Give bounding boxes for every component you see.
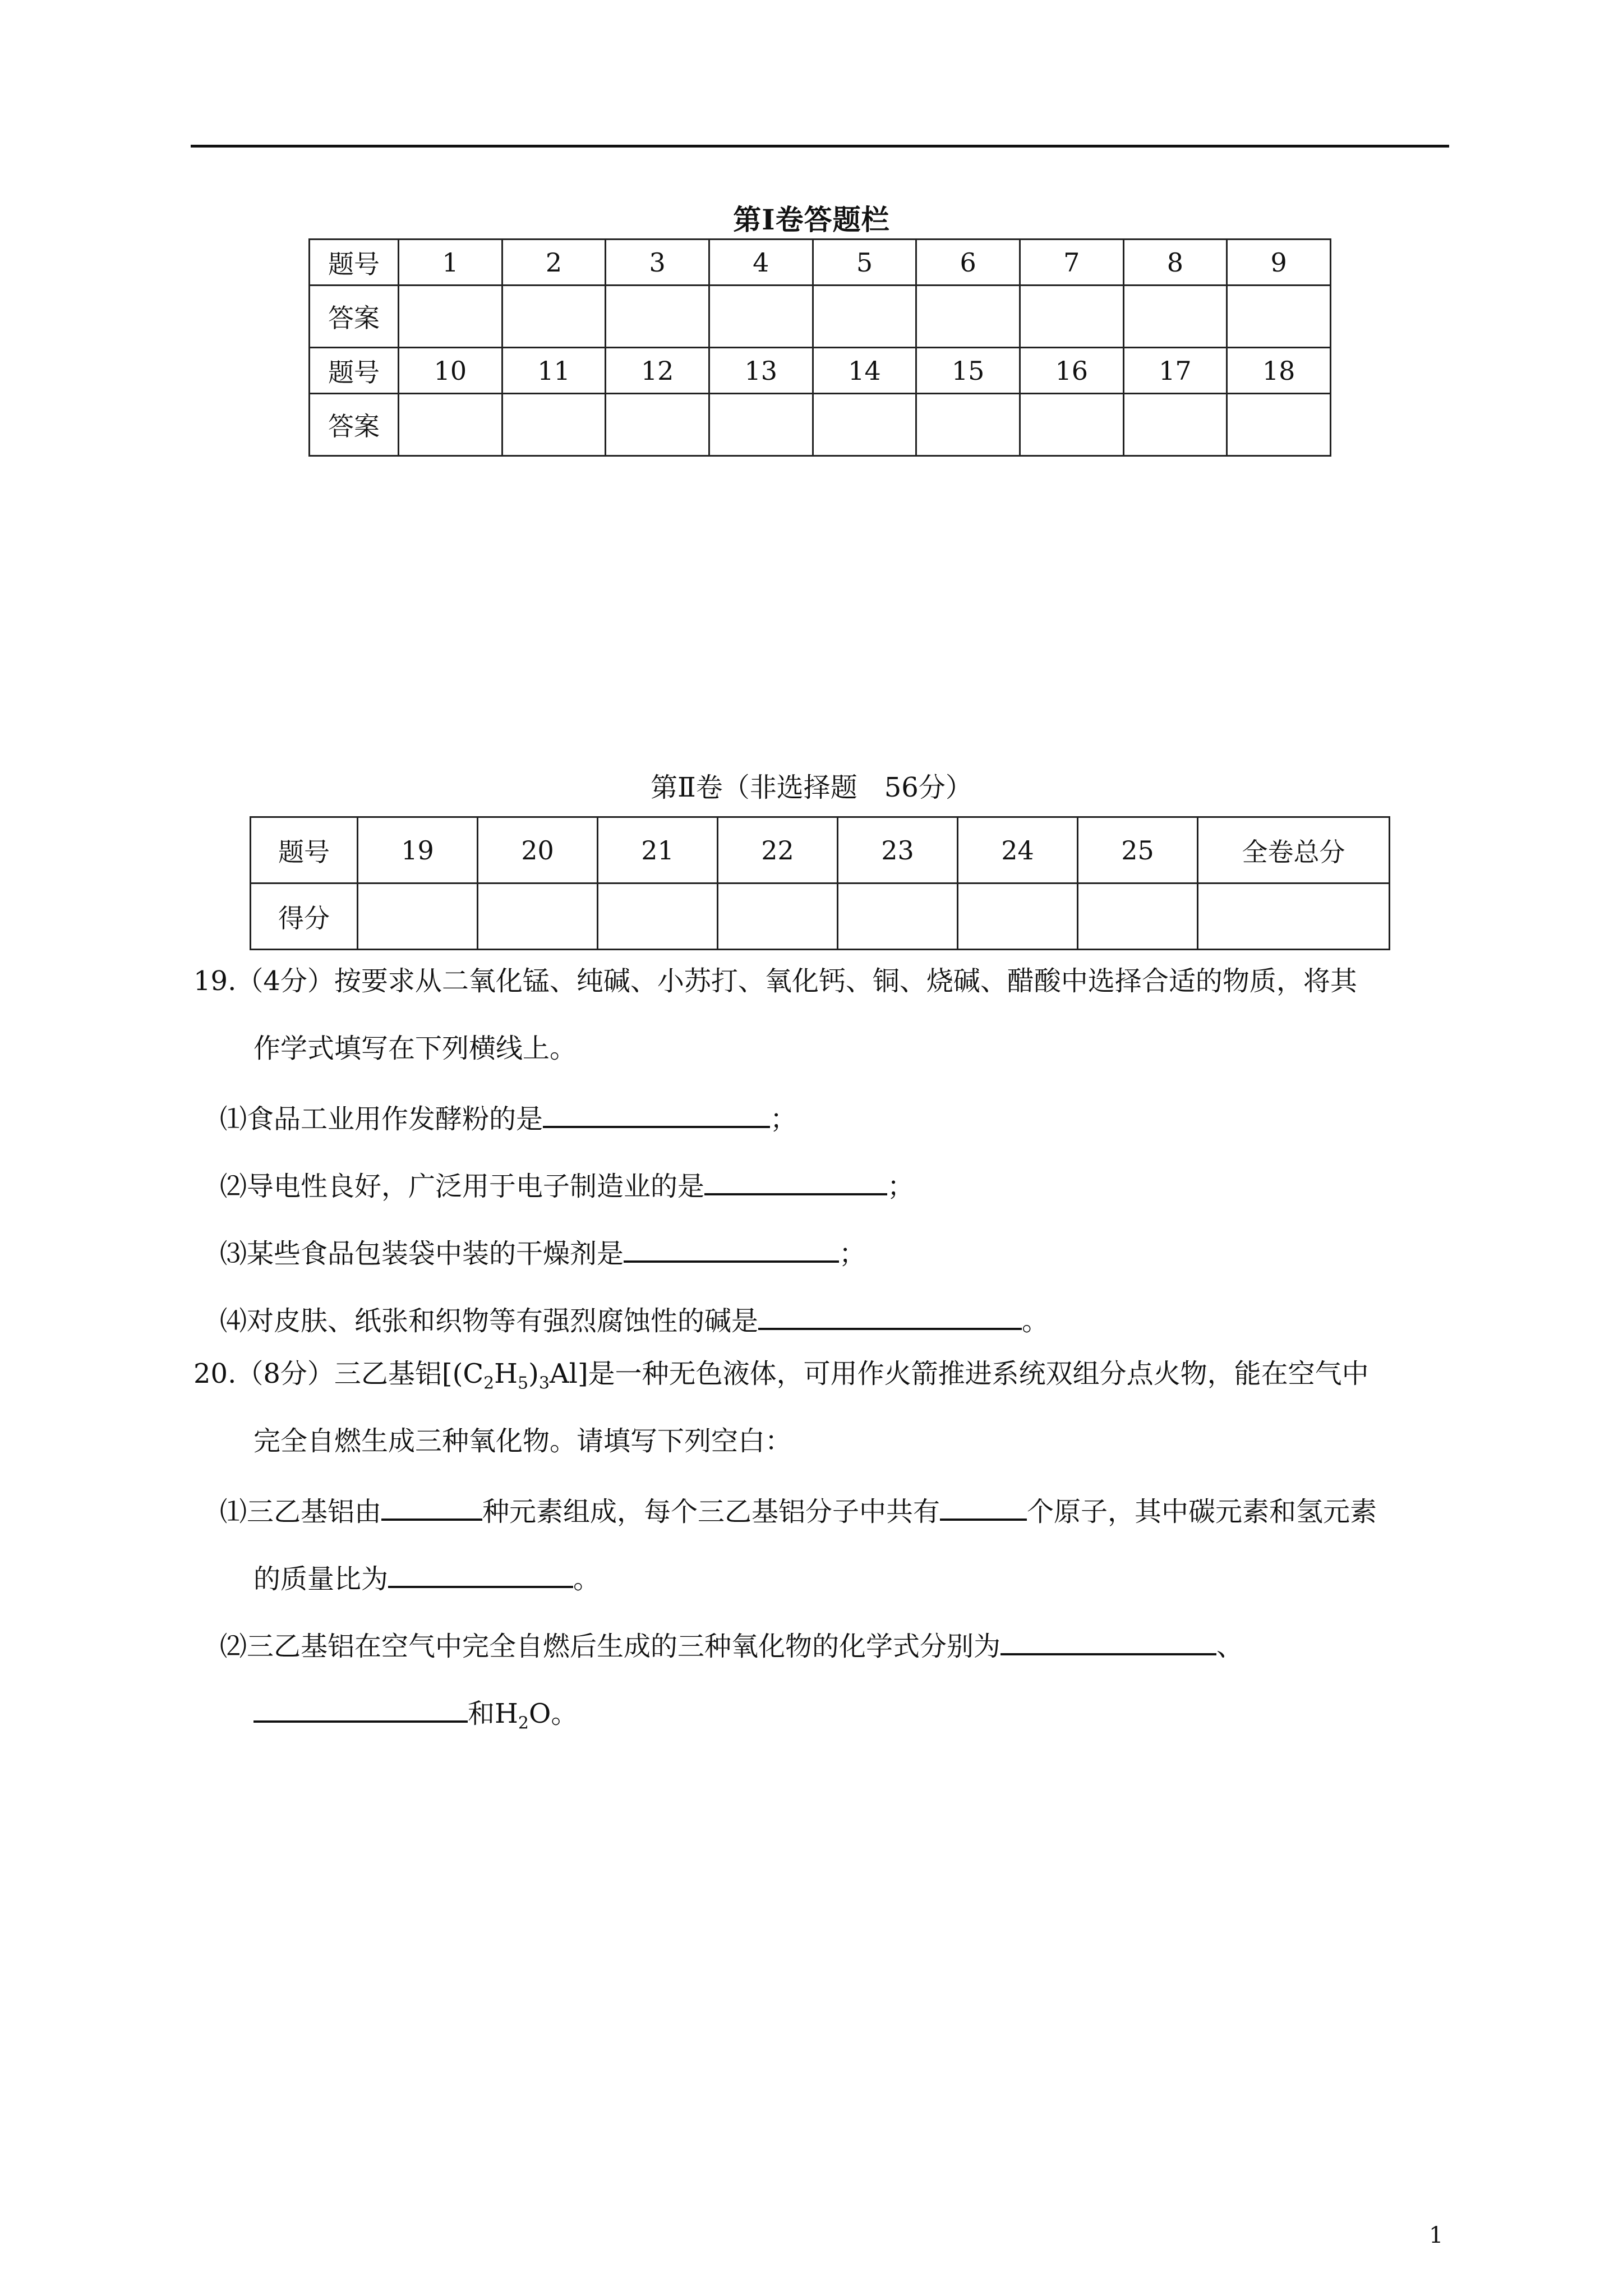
question-number: 2 <box>502 240 606 286</box>
header-rule <box>191 145 1449 148</box>
q20-stem-line1 <box>193 1357 1369 1401</box>
answer-cell[interactable] <box>709 286 813 348</box>
question-number: 4 <box>709 240 813 286</box>
question-number: 20 <box>478 817 598 884</box>
part-text: 种元素组成，每个三乙基铝分子中共有 <box>482 1496 940 1527</box>
row-label: 答案 <box>310 286 399 348</box>
item-end: 。 <box>1022 1305 1049 1337</box>
part-text: ⑴三乙基铝由 <box>220 1496 382 1527</box>
q20-part1-line2 <box>253 1559 600 1596</box>
row-label: 题号 <box>310 348 399 394</box>
row-label: 题号 <box>251 817 358 884</box>
answer-cell[interactable] <box>606 286 709 348</box>
row-label: 答案 <box>310 394 399 456</box>
q19-stem-line2: 作学式填写在下列横线上。 <box>253 1033 577 1064</box>
part-text: 和H <box>468 1698 518 1729</box>
q20-part1-line1 <box>220 1492 1377 1529</box>
table-row <box>310 240 1331 286</box>
answer-blank[interactable] <box>381 1492 482 1521</box>
q19-item-4 <box>220 1301 1049 1338</box>
question-number: 3 <box>606 240 709 286</box>
table-row <box>310 286 1331 348</box>
table-row <box>251 817 1390 884</box>
question-number: 1 <box>399 240 502 286</box>
q20-part2-line2 <box>253 1694 578 1741</box>
score-cell[interactable] <box>718 884 838 950</box>
stem-text: ) <box>528 1358 539 1389</box>
answer-cell[interactable] <box>1123 394 1227 456</box>
section1-title: 第Ⅰ卷答题栏 <box>733 203 890 236</box>
table-row <box>310 348 1331 394</box>
question-number: 14 <box>813 348 916 394</box>
q20-part2-line1 <box>220 1626 1243 1663</box>
question-number: 5 <box>813 240 916 286</box>
question-number: 16 <box>1020 348 1123 394</box>
question-number: 25 <box>1078 817 1198 884</box>
q20-stem-line2: 完全自燃生成三种氧化物。请填写下列空白： <box>253 1425 792 1457</box>
item-end: ； <box>887 1171 915 1202</box>
stem-text: 20.（8分）三乙基铝[(C <box>193 1358 484 1389</box>
answer-blank[interactable] <box>1000 1626 1216 1655</box>
answer-cell[interactable] <box>813 286 916 348</box>
score-cell[interactable] <box>478 884 598 950</box>
answer-cell[interactable] <box>916 286 1020 348</box>
question-number: 11 <box>502 348 606 394</box>
answer-blank[interactable] <box>388 1559 573 1588</box>
part-text: ⑵三乙基铝在空气中完全自燃后生成的三种氧化物的化学式分别为 <box>220 1631 1001 1662</box>
answer-cell[interactable] <box>1020 394 1123 456</box>
row-label: 题号 <box>310 240 399 286</box>
answer-cell[interactable] <box>502 394 606 456</box>
answer-cell[interactable] <box>606 394 709 456</box>
answer-cell[interactable] <box>1123 286 1227 348</box>
question-number: 12 <box>606 348 709 394</box>
answer-cell[interactable] <box>399 394 502 456</box>
q19-item-3 <box>220 1234 866 1271</box>
question-number: 7 <box>1020 240 1123 286</box>
question-number: 17 <box>1123 348 1227 394</box>
answer-cell[interactable] <box>1227 286 1331 348</box>
row-label: 得分 <box>251 884 358 950</box>
stem-text: Al]是一种无色液体，可用作火箭推进系统双组分点火物，能在空气中 <box>549 1358 1369 1389</box>
score-cell[interactable] <box>958 884 1078 950</box>
item-text: ⑴食品工业用作发酵粉的是 <box>220 1103 543 1135</box>
answer-blank[interactable] <box>704 1166 887 1195</box>
table-row <box>310 394 1331 456</box>
q19-item-1 <box>220 1099 797 1136</box>
question-number: 21 <box>598 817 718 884</box>
score-cell[interactable] <box>1078 884 1198 950</box>
question-number: 22 <box>718 817 838 884</box>
answer-blank[interactable] <box>940 1492 1027 1521</box>
score-cell[interactable] <box>1198 884 1390 950</box>
page-number: 1 <box>1429 2223 1444 2248</box>
subscript: 5 <box>518 1373 529 1393</box>
item-text: ⑵导电性良好，广泛用于电子制造业的是 <box>220 1171 705 1202</box>
part-text: 个原子，其中碳元素和氢元素 <box>1027 1496 1377 1527</box>
q19-stem-line1: 19.（4分）按要求从二氧化锰、纯碱、小苏打、氧化钙、铜、烧碱、醋酸中选择合适的物质，将其 <box>193 965 1357 997</box>
question-number: 18 <box>1227 348 1331 394</box>
subscript: 3 <box>538 1373 550 1393</box>
item-end: ； <box>839 1238 866 1269</box>
section2-title: 第Ⅱ卷（非选择题 56分） <box>651 772 972 803</box>
score-table <box>250 816 1390 950</box>
q19-item-2 <box>220 1166 914 1203</box>
score-cell[interactable] <box>838 884 958 950</box>
answer-table-1 <box>308 238 1331 457</box>
question-number: 19 <box>358 817 478 884</box>
question-number: 6 <box>916 240 1020 286</box>
question-number: 8 <box>1123 240 1227 286</box>
part-text: 的质量比为 <box>253 1563 389 1595</box>
question-number: 10 <box>399 348 502 394</box>
question-number: 9 <box>1227 240 1331 286</box>
item-text: ⑷对皮肤、纸张和织物等有强烈腐蚀性的碱是 <box>220 1305 759 1337</box>
question-number: 13 <box>709 348 813 394</box>
question-number: 23 <box>838 817 958 884</box>
subscript: 2 <box>518 1713 529 1733</box>
answer-cell[interactable] <box>1020 286 1123 348</box>
score-cell[interactable] <box>598 884 718 950</box>
stem-text: H <box>494 1358 518 1389</box>
table-row <box>251 884 1390 950</box>
answer-blank[interactable] <box>543 1099 770 1128</box>
answer-cell[interactable] <box>502 286 606 348</box>
answer-blank[interactable] <box>253 1694 468 1723</box>
answer-blank[interactable] <box>758 1301 1022 1330</box>
score-cell[interactable] <box>358 884 478 950</box>
question-number: 24 <box>958 817 1078 884</box>
part-text: 。 <box>573 1563 601 1595</box>
part-text: 、 <box>1216 1631 1244 1662</box>
item-end: ； <box>770 1103 797 1135</box>
answer-cell[interactable] <box>399 286 502 348</box>
answer-blank[interactable] <box>624 1234 839 1263</box>
item-text: ⑶某些食品包装袋中装的干燥剂是 <box>220 1238 624 1269</box>
total-score-header: 全卷总分 <box>1198 817 1390 884</box>
answer-cell[interactable] <box>813 394 916 456</box>
part-text: O。 <box>528 1698 578 1729</box>
subscript: 2 <box>483 1373 495 1393</box>
answer-cell[interactable] <box>709 394 813 456</box>
answer-cell[interactable] <box>916 394 1020 456</box>
answer-cell[interactable] <box>1227 394 1331 456</box>
question-number: 15 <box>916 348 1020 394</box>
